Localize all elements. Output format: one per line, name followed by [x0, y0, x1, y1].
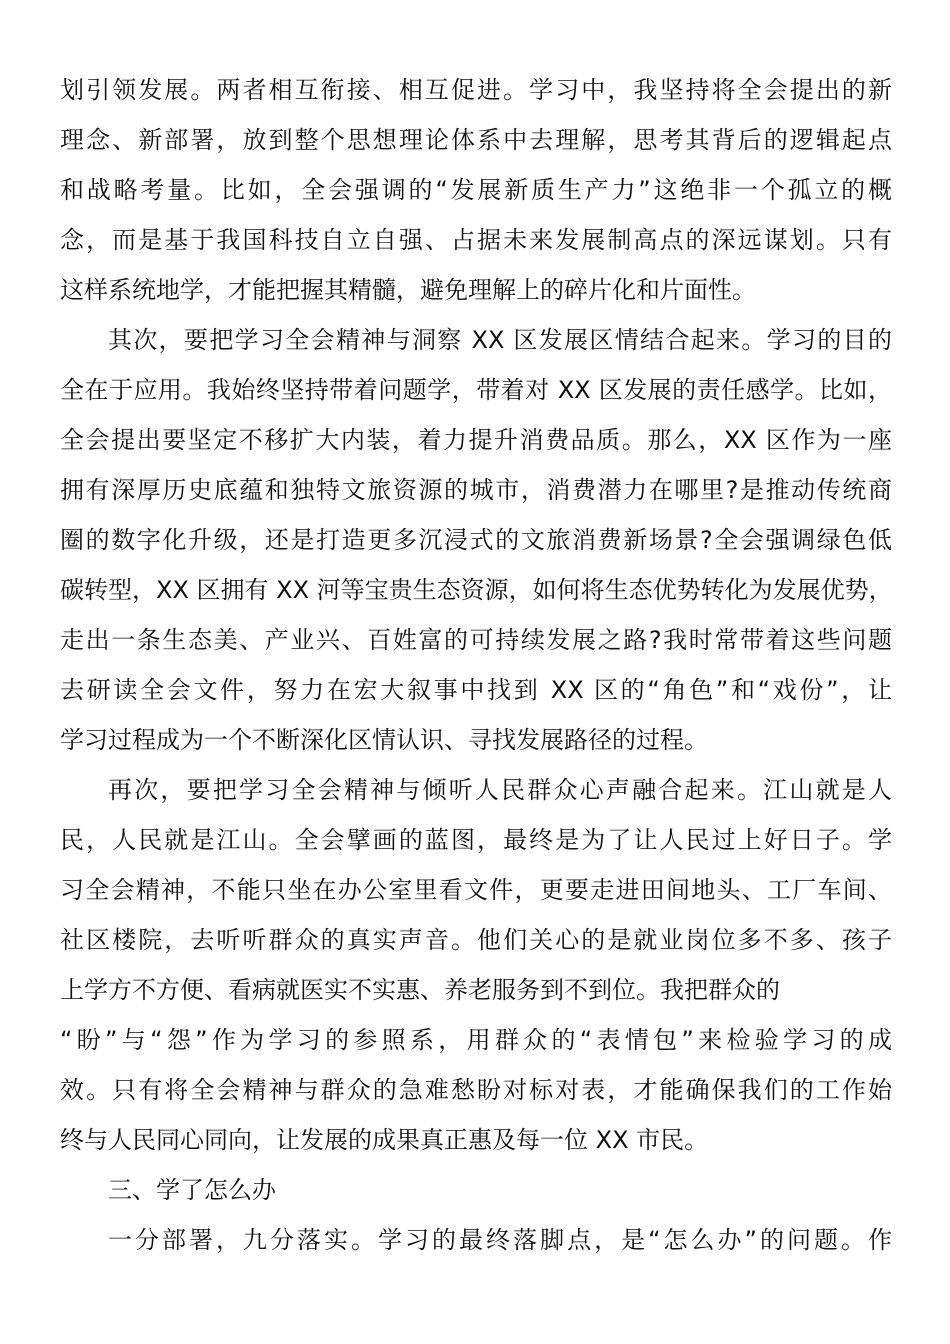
- text-line: 去研读全会文件，努力在宏大叙事中找到 XX 区的“角色”和“戏份”，让: [60, 676, 892, 704]
- text-line: 全会提出要坚定不移扩大内装，着力提升消费品质。那么，XX 区作为一座: [60, 426, 892, 454]
- text-line: 这样系统地学，才能把握其精髓，避免理解上的碎片化和片面性。: [60, 276, 756, 304]
- text-line: 圈的数字化升级，还是打造更多沉浸式的文旅消费新场景?全会强调绿色低: [60, 526, 892, 554]
- text-line: 和战略考量。比如，全会强调的“发展新质生产力”这绝非一个孤立的概: [60, 176, 892, 204]
- text-line: 碳转型，XX 区拥有 XX 河等宝贵生态资源，如何将生态优势转化为发展优势，: [60, 576, 893, 604]
- text-line: 念，而是基于我国科技自立自强、占据未来发展制高点的深远谋划。只有: [60, 226, 892, 254]
- text-line: 走出一条生态美、产业兴、百姓富的可持续发展之路?我时常带着这些问题: [60, 626, 892, 654]
- text-line: 拥有深厚历史底蕴和独特文旅资源的城市，消费潜力在哪里?是推动传统商: [60, 476, 892, 504]
- text-line: 社区楼院，去听听群众的真实声音。他们关心的是就业岗位多不多、孩子: [60, 926, 892, 954]
- text-line: 全在于应用。我始终坚持带着问题学，带着对 XX 区发展的责任感学。比如，: [60, 376, 892, 404]
- text-line: 习全会精神，不能只坐在办公室里看文件，更要走进田间地头、工厂车间、: [60, 876, 892, 904]
- text-line: 终与人民同心同向，让发展的成果真正惠及每一位 XX 市民。: [60, 1126, 709, 1154]
- section-heading: 三、学了怎么办: [108, 1176, 276, 1204]
- text-line: 上学方不方便、看病就医实不实惠、养老服务到不到位。我把群众的: [60, 976, 780, 1004]
- text-line: 民，人民就是江山。全会擘画的蓝图，最终是为了让人民过上好日子。学: [60, 826, 892, 854]
- text-line: “盼”与“怨”作为学习的参照系，用群众的“表情包”来检验学习的成: [60, 1026, 892, 1054]
- paragraph-start-line: 再次，要把学习全会精神与倾听人民群众心声融合起来。江山就是人: [108, 776, 892, 804]
- text-line: 学习过程成为一个不断深化区情认识、寻找发展路径的过程。: [60, 726, 708, 754]
- paragraph-start-line: 其次，要把学习全会精神与洞察 XX 区发展区情结合起来。学习的目的: [108, 326, 892, 354]
- document-page: [60, 65, 892, 1265]
- text-line: 效。只有将全会精神与群众的急难愁盼对标对表，才能确保我们的工作始: [60, 1076, 892, 1104]
- text-line: 理念、新部署，放到整个思想理论体系中去理解，思考其背后的逻辑起点: [60, 126, 892, 154]
- text-line: 划引领发展。两者相互衔接、相互促进。学习中，我坚持将全会提出的新: [60, 76, 892, 104]
- paragraph-start-line: 一分部署，九分落实。学习的最终落脚点，是“怎么办”的问题。作: [108, 1226, 892, 1254]
